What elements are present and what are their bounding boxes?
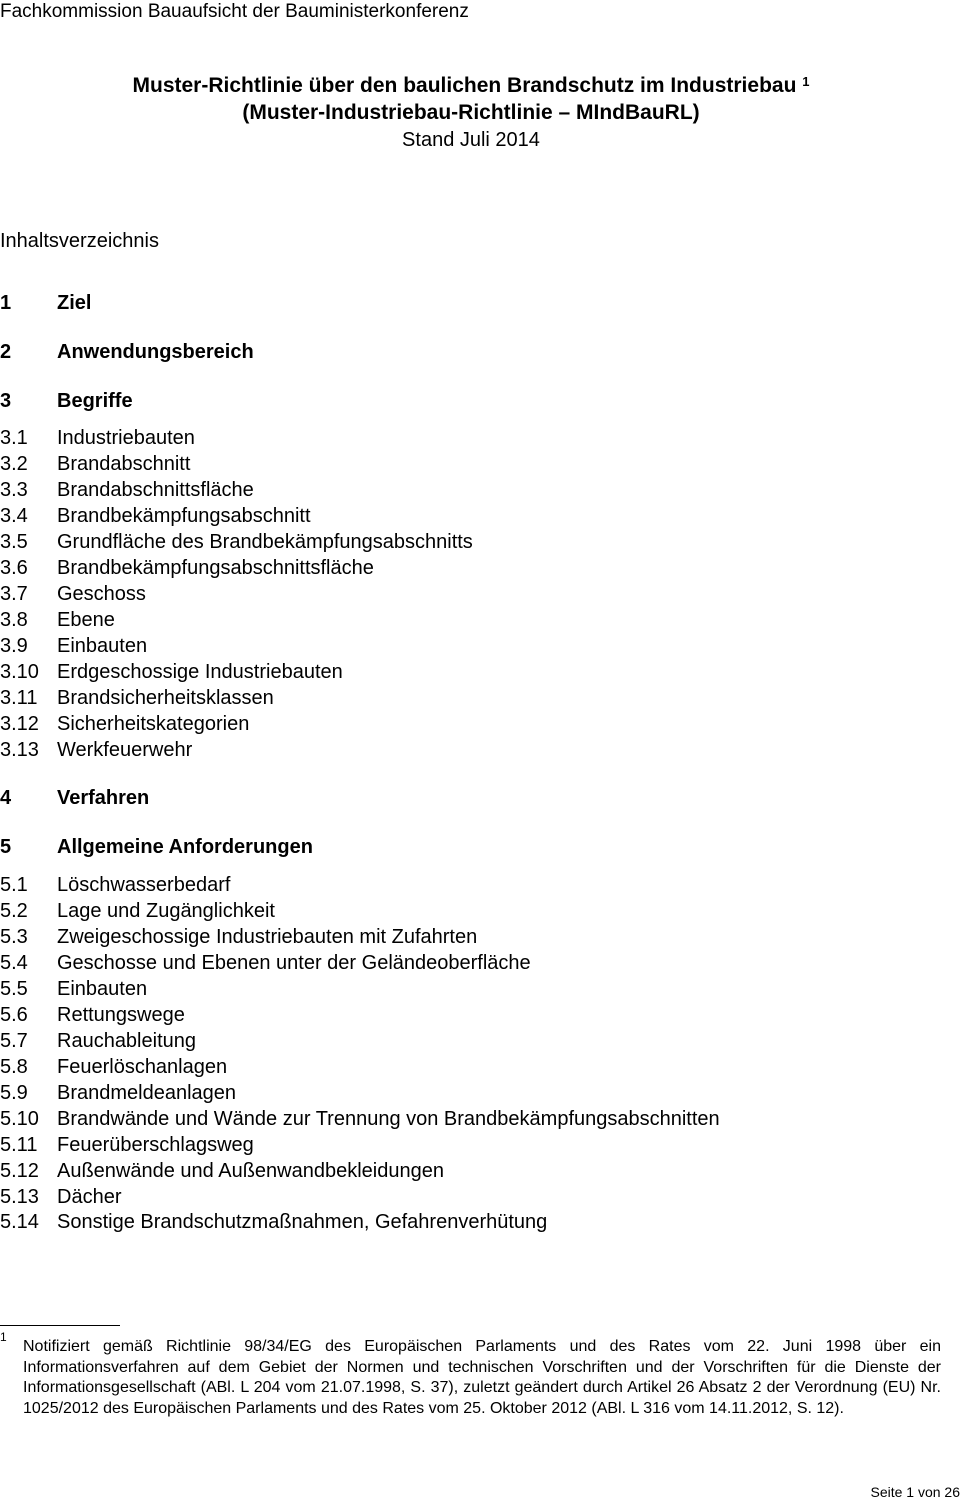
toc-item-label: Brandbekämpfungsabschnittsfläche [57,557,374,579]
toc-item-label: Ebene [57,609,115,631]
page-number: Seite 1 von 26 [870,1484,960,1500]
toc-item-label: Sicherheitskategorien [57,713,250,735]
toc-item-label: Sonstige Brandschutzmaßnahmen, Gefahrenverhütung [57,1211,548,1233]
toc-item-number: 4 [0,787,12,809]
toc-item-number: 5.14 [0,1211,39,1233]
toc-item-number: 3.1 [0,427,28,449]
toc-item-number: 5.5 [0,978,28,1000]
toc-item-number: 3.2 [0,453,28,475]
toc-item-label: Rettungswege [57,1004,185,1026]
toc-item-number: 5.1 [0,874,28,896]
toc-item-number: 5.9 [0,1082,28,1104]
toc-item-label: Einbauten [57,978,148,1000]
toc-item-number: 5.3 [0,926,28,948]
toc-item-number: 5.2 [0,900,28,922]
toc-item-number: 5.4 [0,952,28,974]
toc-item-label: Werkfeuerwehr [57,739,193,761]
toc-item-number: 2 [0,341,12,363]
toc-item-label: Verfahren [57,787,150,809]
toc-item-number: 5.8 [0,1056,28,1078]
toc-item-label: Einbauten [57,635,148,657]
toc-item-number: 3.7 [0,583,28,605]
footnote-text: Notifiziert gemäß Richtlinie 98/34/EG des Europäischen Parlaments und des Rates vom 22. Juni 1998 über ein Informationsverfahren auf dem Gebiet der Normen und technischen Vorschriften und der Vorschriften für die Dienste der Informationsgesellschaft (ABl. L 204 vom 21.07.1998, S. 37), zuletzt geändert durch Artikel 26 Absatz 2 der Verordnung (EU) Nr. 1025/2012 des Europäischen Parlaments und des Rates vom 25. Oktober 2012 (ABl. L 316 vom 14.11.2012, S. 12). [23,1338,941,1417]
title-line-1: Muster-Richtlinie über den baulichen Brandschutz im Industriebau [132,74,797,97]
toc-item-number: 5 [0,836,12,858]
page-header: Fachkommission Bauaufsicht der Bauministerkonferenz [0,1,469,22]
toc-item-number: 3 [0,390,12,412]
toc-item-label: Geschosse und Ebenen unter der Geländeoberfläche [57,952,531,974]
toc-item-number: 3.8 [0,609,28,631]
toc-item-label: Erdgeschossige Industriebauten [57,661,343,683]
toc-item-label: Feuerüberschlagsweg [57,1134,254,1156]
toc-item-label: Brandbekämpfungsabschnitt [57,505,311,527]
toc-item-number: 5.13 [0,1186,39,1208]
toc-item-number: 5.12 [0,1160,39,1182]
toc-item-label: Geschoss [57,583,146,605]
toc-item-label: Begriffe [57,390,133,412]
toc-item-label: Brandsicherheitsklassen [57,687,274,709]
toc-item-number: 3.6 [0,557,28,579]
toc-item-number: 5.10 [0,1108,39,1130]
toc-item-number: 3.12 [0,713,39,735]
toc-item-number: 1 [0,292,12,314]
toc-heading: Inhaltsverzeichnis [0,230,159,252]
toc-item-label: Dächer [57,1186,122,1208]
toc-item-number: 3.13 [0,739,39,761]
footnote-reference[interactable]: 1 [802,74,810,89]
toc-item-number: 3.11 [0,687,38,709]
toc-item-label: Feuerlöschanlagen [57,1056,228,1078]
toc-item-label: Rauchableitung [57,1030,196,1052]
toc-item-label: Brandabschnitt [57,453,191,475]
toc-item-number: 5.11 [0,1134,38,1156]
footnote-mark: 1 [0,1330,7,1344]
toc-item-label: Allgemeine Anforderungen [57,836,313,858]
toc-item-label: Brandmeldeanlagen [57,1082,237,1104]
toc-item-number: 3.4 [0,505,28,527]
document-title [0,71,942,101]
toc-item-label: Ziel [57,292,92,314]
toc-item-number: 3.10 [0,661,39,683]
toc-item-number: 3.9 [0,635,28,657]
toc-item-label: Außenwände und Außenwandbekleidungen [57,1160,444,1182]
toc-item-number: 5.6 [0,1004,28,1026]
toc-item-label: Löschwasserbedarf [57,874,231,896]
toc-item-label: Anwendungsbereich [57,341,254,363]
document-subtitle: (Muster-Industriebau-Richtlinie – MIndBauRL) [242,101,700,124]
toc-item-label: Brandabschnittsfläche [57,479,254,501]
toc-item-number: 5.7 [0,1030,28,1052]
toc-item-number: 3.3 [0,479,28,501]
footnote-divider [0,1325,120,1326]
toc-item-label: Grundfläche des Brandbekämpfungsabschnitts [57,531,473,553]
toc-item-label: Industriebauten [57,427,195,449]
toc-item-label: Brandwände und Wände zur Trennung von Brandbekämpfungsabschnitten [57,1108,720,1130]
toc-item-label: Lage und Zugänglichkeit [57,900,275,922]
toc-item-number: 3.5 [0,531,28,553]
document-status-date: Stand Juli 2014 [402,129,540,151]
toc-item-label: Zweigeschossige Industriebauten mit Zufahrten [57,926,478,948]
